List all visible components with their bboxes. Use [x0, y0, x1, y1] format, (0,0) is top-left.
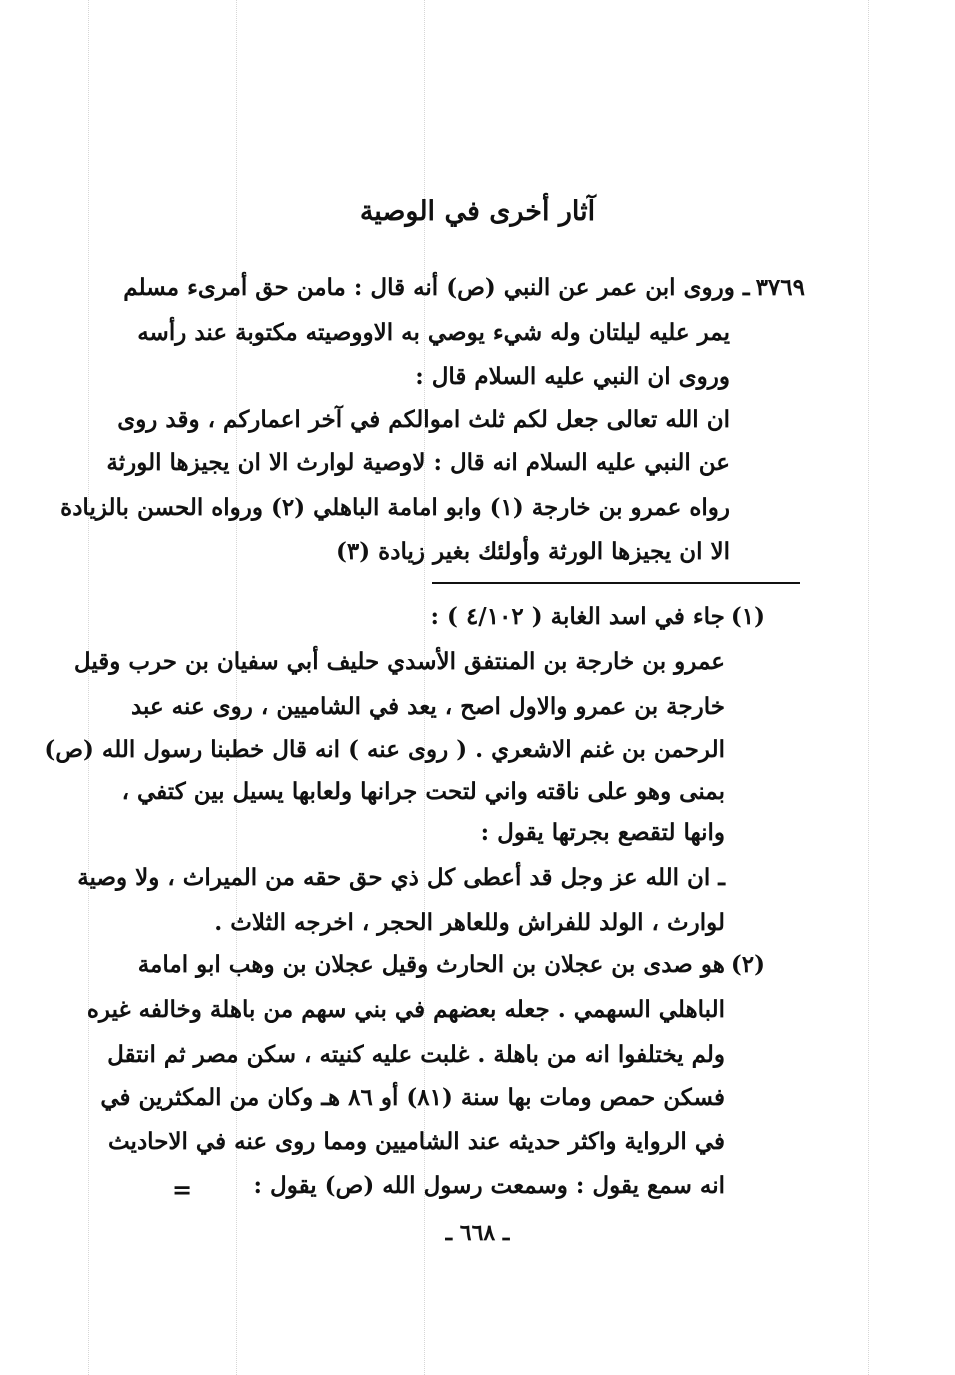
footnote-line: بمنى وهو على ناقته واني لتحت جرانها ولعابها يسيل بين كتفي ، [121, 778, 725, 805]
footnote-line: وانها لتقصع بجرتها يقول : [480, 819, 725, 846]
footnote-marker: (١) [730, 603, 765, 630]
footnote-line-text: جاء في اسد الغابة ( ٤/١٠٢ ) : [430, 603, 725, 630]
footnote-line: انه سمع يقول : وسمعت رسول الله (ص) يقول : [253, 1172, 725, 1199]
footnote-marker: (٢) [730, 951, 765, 978]
footnote-line: عمرو بن خارجة بن المنتفق الأسدي حليف أبي سفيان بن حرب وقيل [73, 648, 725, 675]
footnote-divider [432, 582, 800, 584]
hadith-line: يمر عليه ليلتان وله شيء يوصي به الاووصيته مكتوبة عند رأسه [137, 319, 730, 346]
page-heading: آثار أخرى في الوصية [359, 196, 596, 227]
hadith-line: وروى ان النبي عليه السلام قال : [415, 363, 730, 390]
hadith-number: ٣٧٦٩ [755, 274, 805, 301]
footnote-line [137, 945, 765, 985]
footnote-line: لوارث ، الولد للفراش وللعاهر الحجر ، اخرجه الثلاث . [214, 909, 725, 936]
page-number: ـ ٦٦٨ ـ [445, 1220, 510, 1246]
footnote-line: خارجة بن عمرو والاول اصح ، يعد في الشاميين ، روى عنه عبد [130, 693, 725, 720]
footnote-line: الرحمن بن غنم الاشعري . ( روى عنه ) انه قال خطبنا رسول الله (ص) [44, 736, 725, 763]
hadith-line: الا ان يجيزها الورثة وأولئك بغير زيادة (٣) [336, 538, 730, 565]
footnote-line: في الرواية واكثر حديثه عند الشاميين ومما روى عنه في الاحاديث [107, 1128, 725, 1155]
footnote-line: ولم يختلفوا انه من باهلة . غلبت عليه كنيته ، سكن مصر ثم انتقل [107, 1041, 725, 1068]
hadith-line: ان الله تعالى جعل لكم ثلث اموالكم في آخر اعماركم ، وقد روى [117, 406, 730, 433]
hadith-line-text: ـ وروى ابن عمر عن النبي (ص) أنه قال : مامن حق أمرىء مسلم [123, 274, 750, 301]
footnote-line: فسكن حمص ومات بها سنة (٨١) أو ٨٦ هـ وكان من المكثرين في [100, 1084, 725, 1111]
footnote-line [175, 597, 765, 637]
hadith-line: رواه عمرو بن خارجة (١) وابو امامة الباهلي (٢) ورواه الحسن بالزيادة [60, 494, 730, 521]
footnote-line: ـ ان الله عز وجل قد أعطى كل ذي حق حقه من الميراث ، ولا وصية [77, 864, 725, 891]
hadith-line [123, 268, 805, 308]
footnote-line: الباهلي السهمي . جعله بعضهم في بني سهم من باهلة وخالفه غيره [86, 996, 725, 1023]
hadith-line: عن النبي عليه السلام انه قال : لاوصية لوارث الا ان يجيزها الورثة [106, 449, 730, 476]
continuation-mark: = [172, 1175, 193, 1204]
footnote-line-text: هو صدى بن عجلان بن الحارث وقيل عجلان بن وهب ابو امامة [137, 951, 725, 978]
